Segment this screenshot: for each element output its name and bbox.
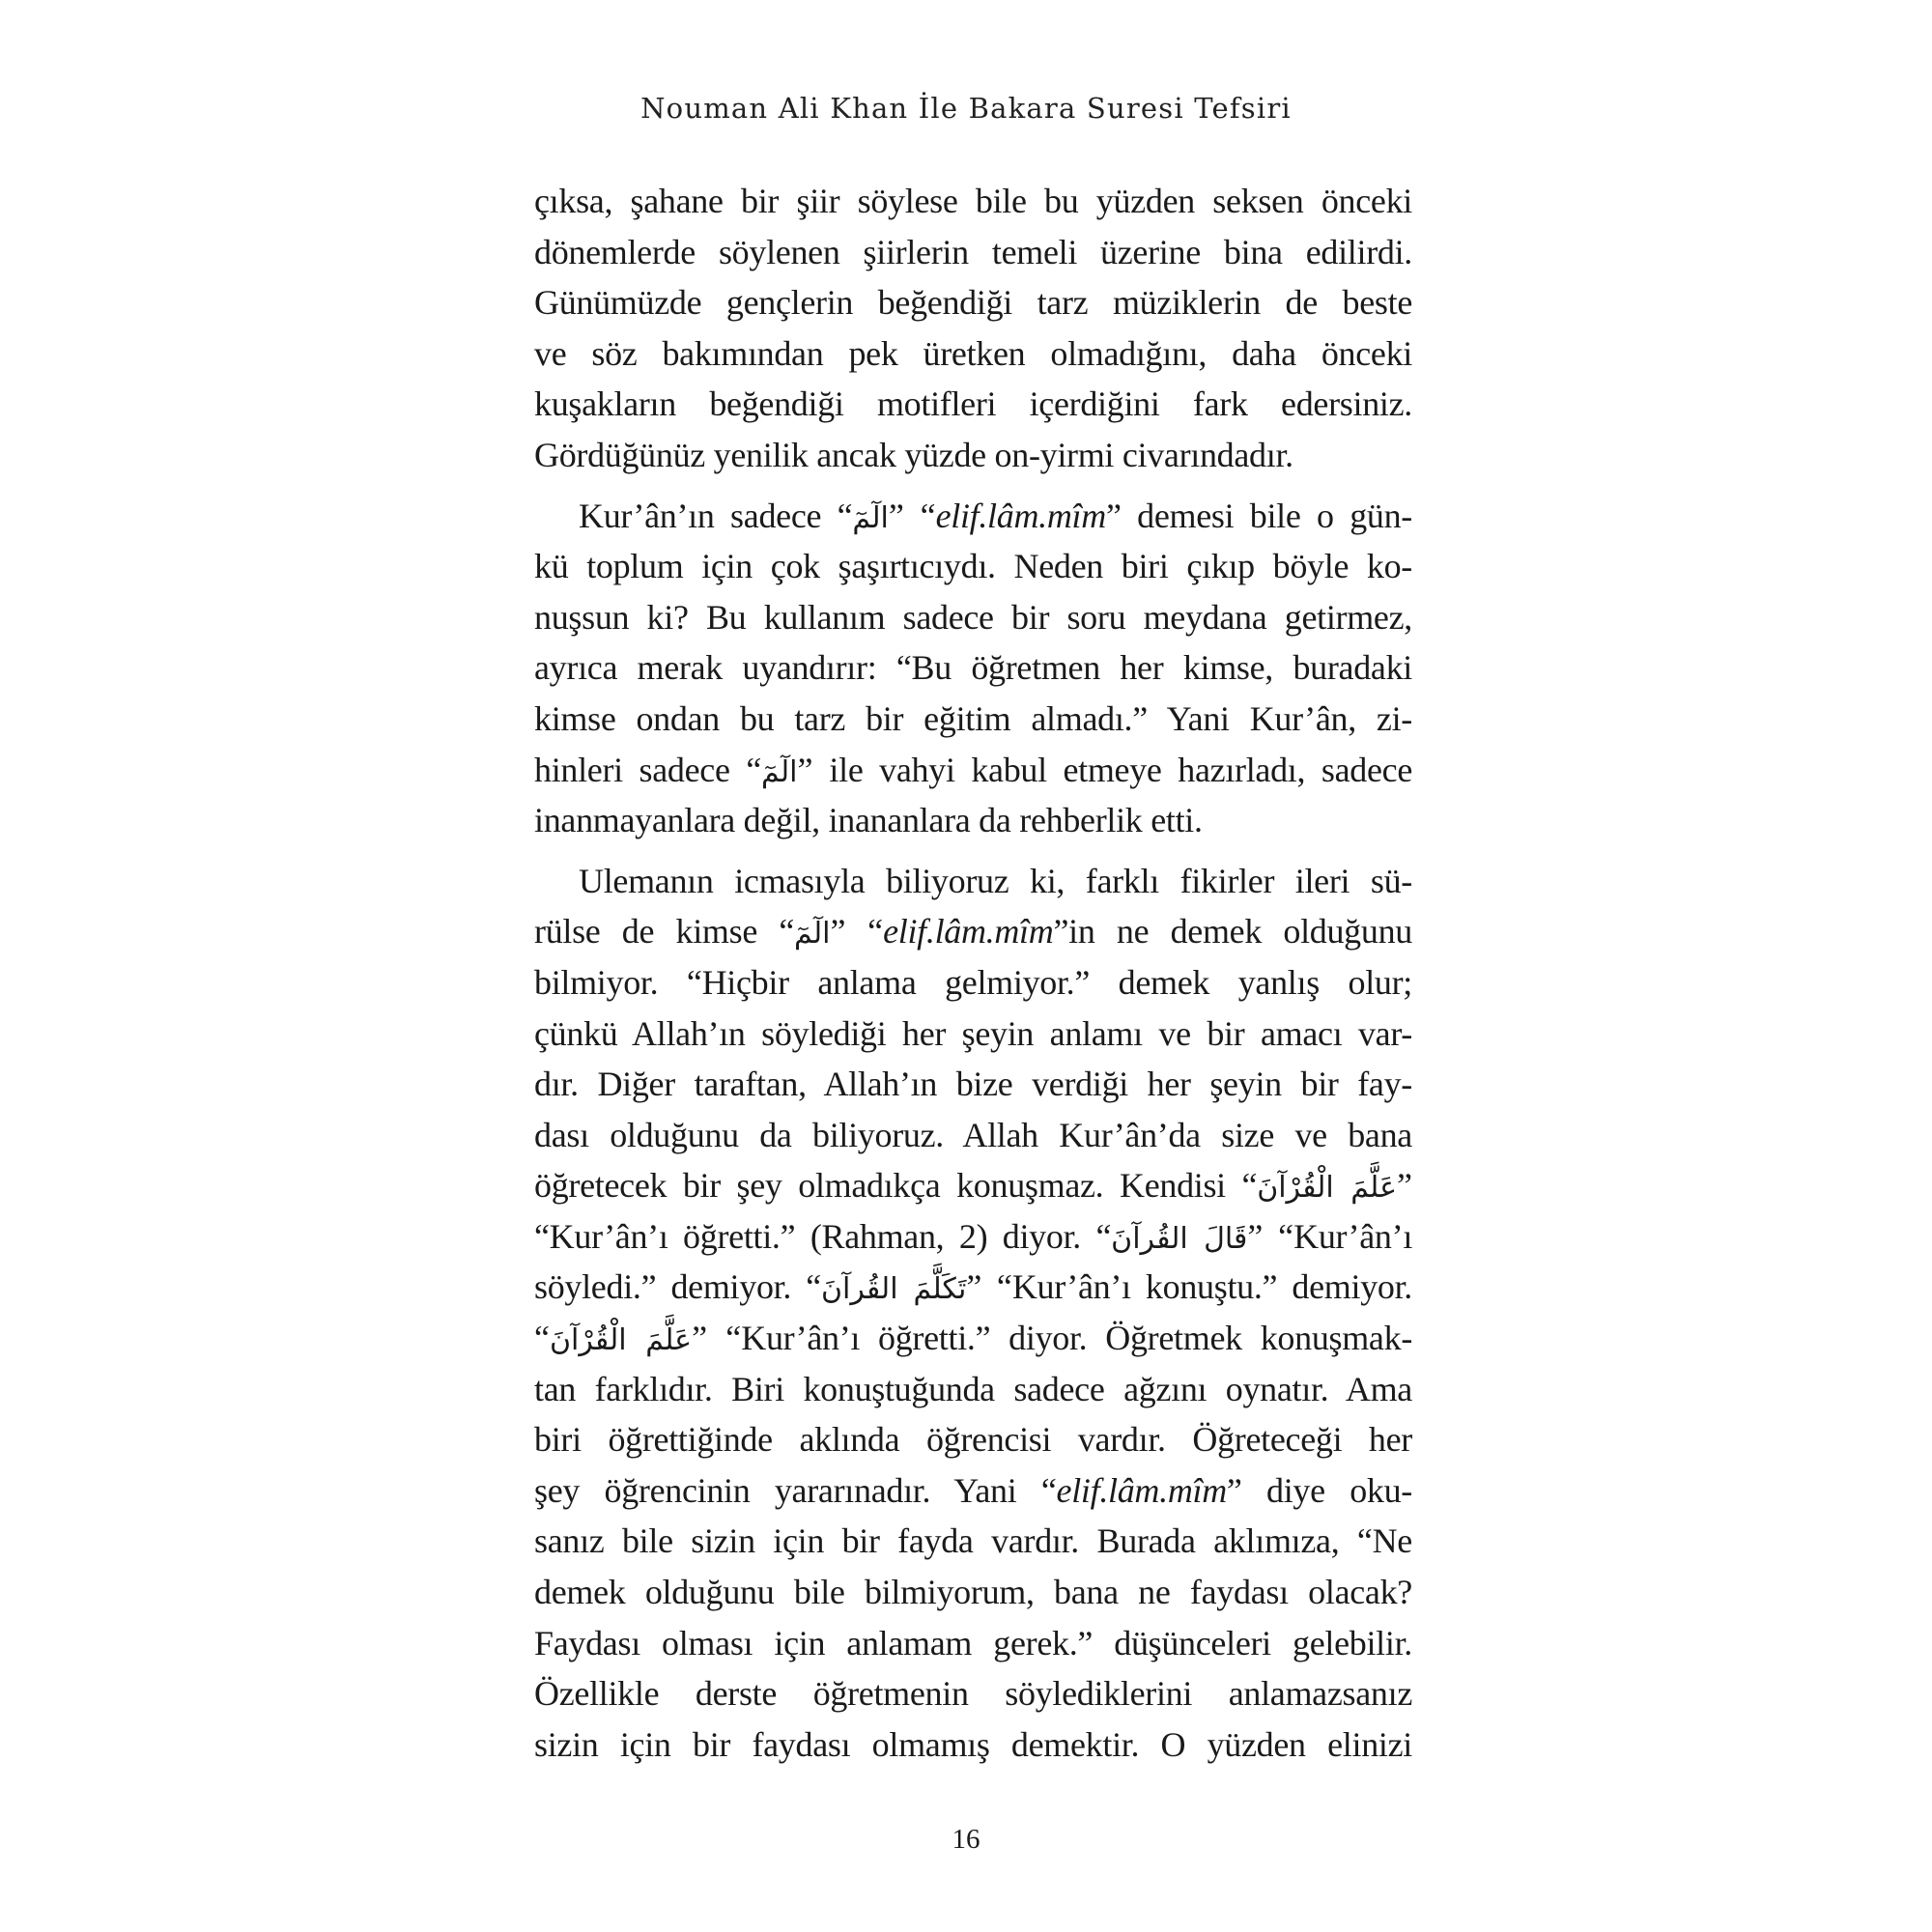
transliteration: elif.lâm.mîm <box>935 496 1106 535</box>
arabic-allama: عَلَّمَ الْقُرْآنَ <box>549 1323 693 1358</box>
arabic-alm: الٓمٓ <box>794 917 831 952</box>
text-line: Gördüğünüz yenilik ancak yüzde on-yirmi civarındadır. <box>534 435 1293 474</box>
running-head: Nouman Ali Khan İle Bakara Suresi Tefsiri <box>640 92 1292 125</box>
text-line: “Kur’ân’ı öğretti.” (Rahman, 2) diyor. “قَالَ القُرآنَ” “Kur’ân’ı <box>534 1216 1413 1256</box>
arabic-allama: عَلَّمَ الْقُرْآنَ <box>1257 1171 1398 1206</box>
text-line: demek olduğunu bile bilmiyorum, bana ne faydası olacak? <box>534 1573 1412 1612</box>
arabic-takallama: تَكَلَّمَ القُرآنَ <box>820 1272 967 1307</box>
text-line: çünkü Allah’ın söylediği her şeyin anlamı ve bir amacı var- <box>534 1013 1412 1053</box>
text-line: Faydası olması için anlamam gerek.” düşünceleri gelebilir. <box>534 1623 1412 1662</box>
text-line: “عَلَّمَ الْقُرْآنَ” “Kur’ân’ı öğretti.” diyor. Öğretmek konuşmak- <box>534 1319 1413 1358</box>
text-line: ayrıca merak uyandırır: “Bu öğretmen her kimse, buradaki <box>534 648 1412 688</box>
arabic-alm: الٓمٓ <box>852 500 889 535</box>
text-line: dönemlerde söylenen şiirlerin temeli üzerine bina edilirdi. <box>534 232 1412 271</box>
text-line: çıksa, şahane bir şiir söylese bile bu yüzden seksen önceki <box>534 182 1412 220</box>
text-line: ve söz bakımından pek üretken olmadığını, daha önceki <box>534 333 1412 373</box>
text-line: Ulemanın icmasıyla biliyoruz ki, farklı fikirler ileri sü- <box>579 861 1412 900</box>
text-line: hinleri sadece “الٓمٓ” ile vahyi kabul etmeye hazırladı, sadece <box>534 750 1412 789</box>
text-line: sizin için bir faydası olmamış demektir. O yüzden elinizi <box>534 1724 1412 1764</box>
transliteration: elif.lâm.mîm <box>883 912 1054 952</box>
page-number: 16 <box>952 1824 980 1855</box>
text-line: tan farklıdır. Biri konuştuğunda sadece ağzını oynatır. Ama <box>534 1369 1412 1408</box>
text-line: dası olduğunu da biliyoruz. Allah Kur’ân’da size ve bana <box>534 1115 1412 1154</box>
text-line: kuşakların beğendiği motifleri içerdiğini fark edersiniz. <box>534 384 1412 424</box>
paragraph-1 <box>534 176 1412 481</box>
arabic-alm: الٓمٓ <box>761 754 798 789</box>
text-line: inanmayanlara değil, inananlara da rehberlik etti. <box>534 801 1203 840</box>
text-line: Özellikle derste öğretmenin söylediklerini anlamazsanız <box>534 1674 1412 1714</box>
text-line: dır. Diğer taraftan, Allah’ın bize verdiği her şeyin bir fay- <box>534 1065 1412 1104</box>
text-line: kü toplum için çok şaşırtıcıydı. Neden biri çıkıp böyle ko- <box>534 547 1412 586</box>
body-text <box>534 176 1412 1770</box>
text-line: şey öğrencinin yararınadır. Yani “elif.lâm.mîm” diye oku- <box>534 1470 1412 1510</box>
text-line: biri öğrettiğinde aklında öğrencisi vardır. Öğreteceği her <box>534 1420 1412 1460</box>
text-line: rülse de kimse “الٓمٓ” “elif.lâm.mîm”in ne demek olduğunu <box>534 912 1412 952</box>
text-line: nuşsun ki? Bu kullanım sadece bir soru meydana getirmez, <box>534 597 1412 637</box>
text-line: öğretecek bir şey olmadıkça konuşmaz. Kendisi “عَلَّمَ الْقُرْآنَ” <box>534 1166 1412 1206</box>
text-line: Günümüzde gençlerin beğendiği tarz müziklerin de beste <box>534 283 1412 323</box>
text-line: sanız bile sizin için bir fayda vardır. Burada aklımıza, “Ne <box>534 1521 1412 1561</box>
text-line: söyledi.” demiyor. “تَكَلَّمَ القُرآنَ” “Kur’ân’ı konuştu.” demiyor. <box>534 1267 1413 1307</box>
arabic-qala: قَالَ القُرآنَ <box>1111 1221 1248 1256</box>
text-line: Kur’ân’ın sadece “الٓمٓ” “elif.lâm.mîm” demesi bile o gün- <box>579 496 1412 535</box>
text-line: bilmiyor. “Hiçbir anlama gelmiyor.” demek yanlış olur; <box>534 962 1412 1002</box>
transliteration: elif.lâm.mîm <box>1056 1470 1227 1510</box>
paragraph-2 <box>534 491 1412 846</box>
text-line: kimse ondan bu tarz bir eğitim almadı.” Yani Kur’ân, zi- <box>534 698 1412 738</box>
paragraph-3 <box>534 856 1412 1771</box>
